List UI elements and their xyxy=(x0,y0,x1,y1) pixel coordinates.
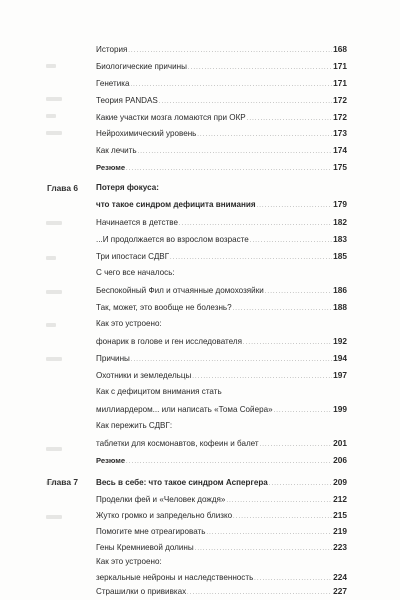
toc-entry-page: 175 xyxy=(333,162,347,172)
toc-entry xyxy=(96,251,347,263)
bleed-mark xyxy=(46,323,56,327)
leader-dots xyxy=(126,456,332,467)
leader-dots xyxy=(226,495,332,506)
toc-entry xyxy=(96,145,347,157)
leader-dots xyxy=(260,439,333,450)
toc-entry xyxy=(96,112,347,124)
toc-entry xyxy=(96,285,347,297)
toc-entry-page: 201 xyxy=(333,438,347,448)
leader-dots xyxy=(195,543,332,554)
toc-entry-page: 171 xyxy=(333,78,347,88)
toc-entry-page: 197 xyxy=(333,370,347,380)
toc-entry-title: Как лечить xyxy=(96,146,137,155)
toc-entry xyxy=(96,438,347,450)
toc-entry xyxy=(96,234,347,246)
toc-entry-summary xyxy=(96,455,347,467)
toc-entry-page: 188 xyxy=(333,302,347,312)
leader-dots xyxy=(197,129,332,140)
leader-dots xyxy=(206,527,332,538)
toc-entry-summary xyxy=(96,162,347,174)
toc-entry-page: 212 xyxy=(333,494,347,504)
leader-dots xyxy=(187,587,332,598)
toc-entry-title: Как это устроено: xyxy=(96,557,162,566)
toc-entry-page: 183 xyxy=(333,234,347,244)
toc-entry-title: Страшилки о прививках xyxy=(96,587,187,596)
toc-entry xyxy=(96,494,347,506)
toc-entry xyxy=(96,542,347,554)
toc-entry-title: Начинается в детстве xyxy=(96,218,178,227)
toc-entry xyxy=(96,44,347,56)
toc-entry-page: 209 xyxy=(333,477,347,487)
toc-entry xyxy=(96,78,347,90)
toc-entry-title: Как с дефицитом внимания стать xyxy=(96,387,222,396)
toc-entry-title: Причины xyxy=(96,354,130,363)
toc-entry-title: Жутко громко и запредельно близко xyxy=(96,511,233,520)
chapter-title: Весь в себе: что такое синдром Аспергера xyxy=(96,478,268,487)
toc-entry-title: Так, может, это вообще не болезнь? xyxy=(96,303,232,312)
bleed-mark xyxy=(46,64,56,68)
toc-entry-page: 206 xyxy=(333,455,347,465)
toc-entry xyxy=(96,61,347,73)
chapter-title: что такое синдром дефицита внимания xyxy=(96,200,256,209)
toc-entry xyxy=(96,370,347,382)
leader-dots xyxy=(233,511,332,522)
bleed-mark xyxy=(46,290,62,294)
toc-entry-title: Резюме xyxy=(96,163,126,172)
leader-dots xyxy=(188,62,332,73)
leader-dots xyxy=(128,45,332,56)
bleed-mark xyxy=(46,357,62,361)
toc-entry xyxy=(96,586,347,598)
toc-entry-page: 179 xyxy=(333,199,347,209)
bleed-mark xyxy=(46,256,56,260)
toc-entry-page: 185 xyxy=(333,251,347,261)
leader-dots xyxy=(269,478,332,489)
toc-entry xyxy=(96,404,347,416)
bleed-mark xyxy=(46,114,56,118)
toc-entry-page: 172 xyxy=(333,112,347,122)
leader-dots xyxy=(138,146,333,157)
toc-entry-title: Как пережить СДВГ: xyxy=(96,421,173,430)
leader-dots xyxy=(247,113,332,124)
bleed-mark xyxy=(46,515,62,519)
toc-entry-title: таблетки для космонавтов, кофеин и балет xyxy=(96,439,259,448)
leader-dots xyxy=(131,354,332,365)
toc-entry-page: 182 xyxy=(333,217,347,227)
toc-entry xyxy=(96,217,347,229)
toc-entry-title: Проделки фей и «Человек дождя» xyxy=(96,495,226,504)
leader-dots xyxy=(126,163,332,174)
toc-entry-title: миллиардером... или написать «Тома Сойера» xyxy=(96,405,273,414)
toc-entry-title: зеркальные нейроны и наследственность xyxy=(96,573,254,582)
bleed-mark xyxy=(46,131,62,135)
toc-entry-title: Три ипостаси СДВГ xyxy=(96,252,170,261)
toc-entry-title: Генетика xyxy=(96,79,130,88)
bleed-mark xyxy=(46,447,62,451)
chapter-label: Глава 7 xyxy=(47,477,78,487)
toc-entry-title: Как это устроено: xyxy=(96,319,162,328)
toc-entry-title: Охотники и земледельцы xyxy=(96,371,192,380)
toc-entry xyxy=(96,510,347,522)
leader-dots xyxy=(192,371,332,382)
toc-entry-page: 174 xyxy=(333,145,347,155)
toc-entry xyxy=(96,353,347,365)
toc-entry-title: Помогите мне отреагировать xyxy=(96,527,206,536)
leader-dots xyxy=(257,200,333,211)
leader-dots xyxy=(131,79,333,90)
leader-dots xyxy=(250,235,332,246)
leader-dots xyxy=(170,252,332,263)
toc-entry xyxy=(96,95,347,107)
toc-entry-page: 194 xyxy=(333,353,347,363)
toc-entry xyxy=(96,572,347,584)
toc-entry-page: 173 xyxy=(333,128,347,138)
toc-entry-page: 224 xyxy=(333,572,347,582)
toc-entry-title: Беспокойный Фил и отчаянные домохозяйки xyxy=(96,286,264,295)
toc-entry-title: Теория PANDAS xyxy=(96,96,158,105)
toc-entry-page: 199 xyxy=(333,404,347,414)
toc-entry-page: 227 xyxy=(333,586,347,596)
leader-dots xyxy=(243,337,332,348)
toc-entry xyxy=(96,302,347,314)
toc-entry-title: Резюме xyxy=(96,456,126,465)
toc-entry-page: 219 xyxy=(333,526,347,536)
toc-entry-page: 215 xyxy=(333,510,347,520)
toc-entry-page: 192 xyxy=(333,336,347,346)
toc-entry-page: 172 xyxy=(333,95,347,105)
toc-entry-title: С чего все началось: xyxy=(96,268,175,277)
toc-entry-page: 223 xyxy=(333,542,347,552)
toc-entry-title: Нейрохимический уровень xyxy=(96,129,197,138)
bleed-mark xyxy=(46,221,62,225)
leader-dots xyxy=(254,573,332,584)
toc-entry xyxy=(96,128,347,140)
chapter-title-entry xyxy=(96,477,347,489)
leader-dots xyxy=(179,218,332,229)
chapter-title-entry xyxy=(96,199,347,211)
toc-entry-page: 186 xyxy=(333,285,347,295)
toc-entry-title: История xyxy=(96,45,128,54)
toc-entry-page: 168 xyxy=(333,44,347,54)
toc-entry-title: фонарик в голове и ген исследователя xyxy=(96,337,242,346)
toc-entry xyxy=(96,336,347,348)
chapter-title: Потеря фокуса: xyxy=(96,183,159,192)
chapter-label: Глава 6 xyxy=(47,183,78,193)
toc-entry-title: Какие участки мозга ломаются при ОКР xyxy=(96,113,246,122)
toc-entry xyxy=(96,526,347,538)
leader-dots xyxy=(274,405,333,416)
leader-dots xyxy=(233,303,333,314)
leader-dots xyxy=(159,96,332,107)
toc-entry-title: ...И продолжается во взрослом возрасте xyxy=(96,235,249,244)
leader-dots xyxy=(265,286,332,297)
toc-entry-title: Биологические причины xyxy=(96,62,187,71)
toc-entry-title: Гены Кремниевой долины xyxy=(96,543,194,552)
toc-entry-page: 171 xyxy=(333,61,347,71)
bleed-mark xyxy=(46,97,62,101)
